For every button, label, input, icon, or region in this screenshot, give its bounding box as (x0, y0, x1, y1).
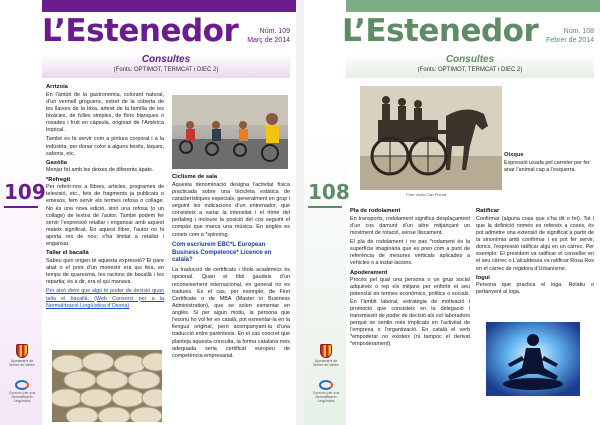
sacks-photo (52, 350, 162, 422)
entry-text: Menjar fet amb les deixes de diferents àpats. (46, 167, 154, 174)
page-number: 109 (4, 180, 46, 204)
photo-caption: Foto: Arxiu Can Pucuà (406, 192, 447, 197)
entry-heading: *Refregit (46, 176, 71, 183)
entry-heading: Arrtzoia (46, 84, 68, 90)
entry-text: Per referir-nos a llibres, articles, programes de televisió, etc., fets de fragments ja publicats o emesos, fem servir els termes refosa o collage. No és una nova edició, sinó una refosa (o un collage) de textos de l’autor. També podem fer servir l’expressió retallar i enganxar amb aquest mateix significat. En aquest llibre, l’autor no hi aporta res de nou; s’ha limitat a retallar i enganxar. (46, 184, 164, 248)
logo-label: Consorci per a la Normalització Lingüística (312, 391, 340, 404)
entry-heading: Oixque (504, 152, 524, 158)
section-header (42, 54, 290, 78)
entry-text: El pla de rodolament i no pas *rodament és la superfície imaginària que es pren com a punt de referència de mesures verticals aplicades a vehicles o a instal·lacions. (350, 239, 470, 267)
entry-heading: Pla de rodolament (350, 208, 401, 214)
entry-text: Persona que practica el ioga. Relatiu o pertanyent al ioga. (476, 282, 594, 296)
column-left (350, 206, 470, 350)
crest-icon (320, 344, 332, 358)
issue-info (546, 28, 594, 46)
cycling-photo (172, 95, 288, 169)
entry-text: Expressió usada pel carreter per fer anar l’animal cap a l’esquerra. (504, 159, 590, 173)
page-number: 108 (308, 180, 350, 204)
logo-label: Ajuntament de Mollet del Vallès (9, 359, 35, 368)
source-link[interactable]: Per això diem que algú té poder de decisió quan talla el bacallà. (Web Consorci per a la Normalització Lingüística d’Osona) (46, 288, 164, 309)
consorci-logo (6, 380, 38, 404)
entry-text: En transports, rodolament significa desplaçament d’un cos damunt d’un altre mitjançant un moviment de rotació, sense lliscament. (350, 215, 470, 236)
section-title: Consultes (445, 54, 495, 65)
entry-text: Procés pel qual una persona o un grup social adquireix o rep els mitjans per enfortir el seu potencial en termes econòmics, polítics o socials. En l’àmbit laboral, estratègia de motivació i promoció que consisteix en la delegació i transmissió de poder de decisió als col·laboradors perquè se sentin més implicats en l’activitat de l’empresa o l’organització. En català el verb *empoderar no existeix (ni tampoc el derivat *empoderament). (350, 277, 470, 348)
entry-text: Sabeu quin origen té aquesta expressió? El pare abat o el prior d’un monestir era qui feia, en temps de quaresma, les racions de bacallà i les repartia; és a dir, era el qui manava. (46, 257, 164, 286)
oixque-callout (504, 152, 594, 174)
page-gutter (296, 0, 304, 425)
question-heading: Com escriurem EBC*L European Business Competence* Licence en català? (172, 241, 272, 264)
top-bar (0, 0, 296, 12)
section-title: Consultes (141, 54, 191, 65)
entry-text: Confirmar (alguna cosa que s’ha dit o fet). Tot i que la definició només es refereix a coses, és pot admetre una extensió de significat a partir de la sinonímia amb confirmar i es pot fer servir, doncs, l’expressió ratificar algú en un càrrec. Per exemple: El president va ratificar el conseller en el seu càrrec o L’alcaldessa va ratificar Rosa Ros en el càrrec de regidora d’Urbanisme. (476, 215, 594, 272)
masthead: L’Estenedor (342, 13, 539, 49)
top-bar (304, 0, 600, 12)
page-number-underline (308, 206, 342, 208)
entry-heading: Gasòlia (46, 159, 67, 166)
consorci-logo (310, 380, 342, 404)
ajuntament-logo (310, 344, 342, 367)
yoga-photo (486, 322, 580, 396)
consorci-icon (319, 380, 333, 390)
sidebar (0, 0, 46, 425)
page-108 (304, 0, 600, 425)
page-109 (0, 0, 296, 425)
issue-number: Núm. 109 (259, 28, 290, 35)
column-right (476, 206, 594, 299)
issue-number: Núm. 108 (563, 28, 594, 35)
entry-text: La traducció de certificats i títols acadèmics és opcional. Quan el títol gaudeix d’un reconeixement internacional, en general no es tradueix. Es el cas, per exemple, de First Certificate o de MBA (Master in Business Administration), que se solen esmentar en anglès. Si per algun motiu, la persona que l’esoriu ho vol fer en català, pot esmentar-la en la llengua original, però acompanyant-la d’una traducció entre parèntesis. En el cas concret que planteja aquesta consulta, la forma catalana més adequada seria certificat europeu de competència empresarial. (172, 267, 290, 359)
sidebar (304, 0, 350, 425)
entry-heading: Tallar el bacallà (46, 250, 89, 257)
issue-date: Març de 2014 (247, 36, 290, 44)
entry-text: També es fa servir com a pintura corporal i a la indústria, per donar color a alguns teixits, laques, sabons, etc. (46, 136, 164, 157)
section-sources: (Fonts: OPTIMOT, TERMCAT i DIEC 2) (113, 67, 219, 73)
entry-heading: Ratificar (476, 208, 500, 214)
issue-date: Febrer de 2014 (546, 36, 594, 44)
ajuntament-logo (6, 344, 38, 367)
consorci-icon (15, 380, 29, 390)
section-header (346, 54, 594, 78)
masthead: L’Estenedor (42, 13, 239, 49)
entry-text: Aquesta denominació designa l’activitat física practicada sobre una bicicleta estàtica de característiques especials, generalment en grup i seguint les indicacions d’un entrenador, que consisteix a variar la intensitat i el ritme del pedaleig i incloure la posició del cos seguint el compàs que marca una música. En anglès es coneix com a *spinning. (172, 181, 290, 238)
column-right (172, 172, 290, 362)
entry-heading: Ciclisme de sala (172, 174, 218, 180)
logo-label: Consorci per a la Normalització Lingüística (8, 391, 36, 404)
entry-heading: Iogui (476, 274, 490, 281)
page-number-underline (4, 206, 38, 208)
horse-cart-photo (360, 86, 502, 190)
column-left (46, 82, 164, 312)
section-sources: (Fonts: OPTIMOT, TERMCAT i DIEC 2) (417, 67, 523, 73)
logo-label: Ajuntament de Mollet del Vallès (313, 359, 339, 368)
crest-icon (16, 344, 28, 358)
issue-info (247, 28, 290, 46)
entry-heading: Apoderament (350, 269, 388, 276)
entry-text: En l’àmbit de la gastronomia, colorant natural, d’un vermell groguenc, extret de la coberta de les llavors de la bixa, arbret de la família de les bixàcies, de fulles simples, de flors blanques o rosades i fruit en càpsula, originari de l’Amèrica tropical. (46, 91, 164, 134)
